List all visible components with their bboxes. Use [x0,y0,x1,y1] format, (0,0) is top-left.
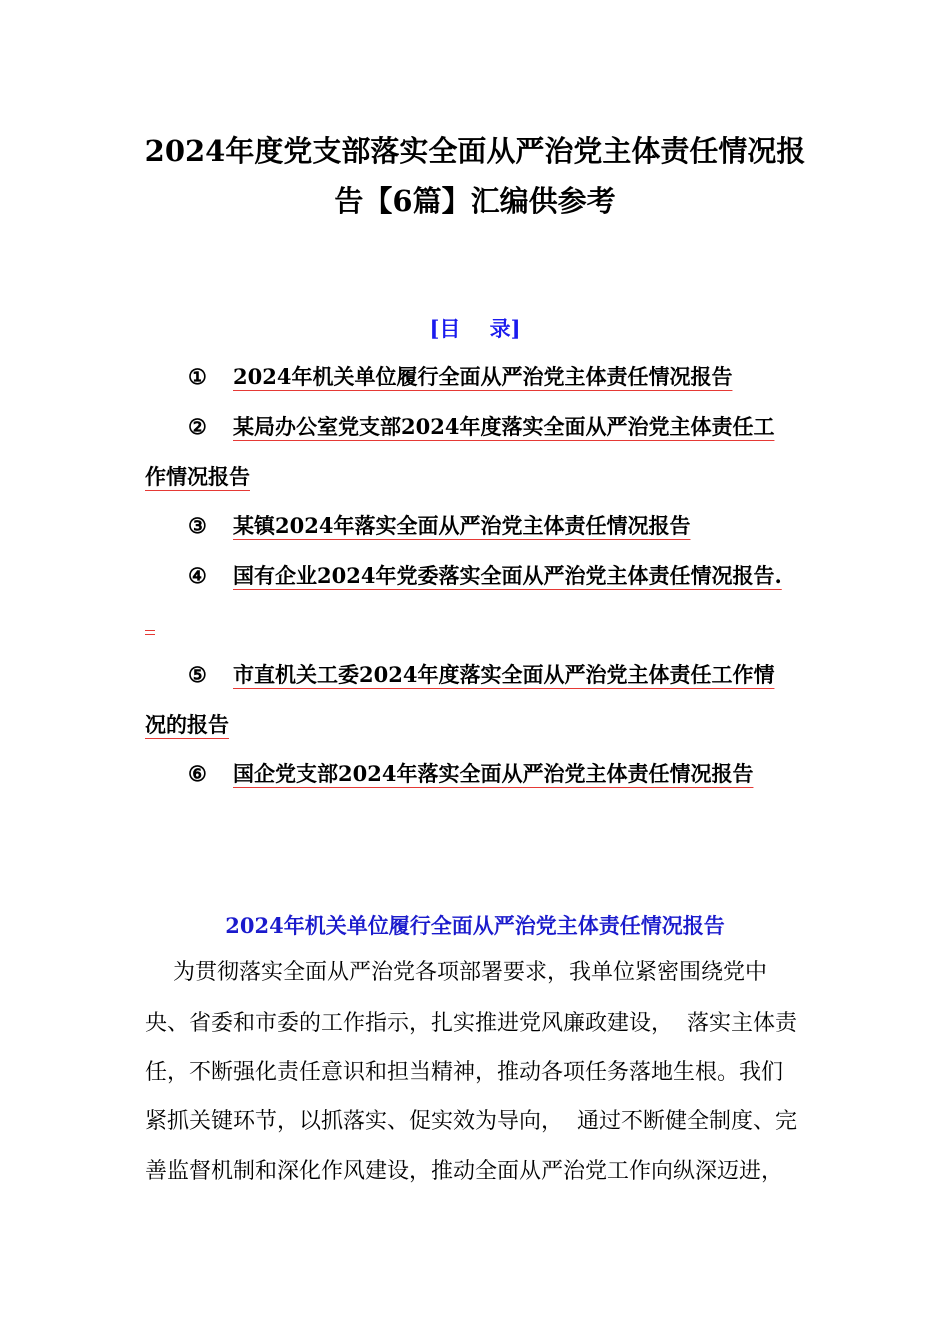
toc-item-link[interactable]: 2024年机关单位履行全面从严治党主体责任情况报告 [233,364,733,389]
toc-item-link[interactable]: 市直机关工委2024年度落实全面从严治党主体责任工作情 [233,662,775,687]
document-title-line-2: 告【6篇】汇编供参考 [334,184,616,218]
toc-item-number: ⑤ [188,662,207,687]
document-title-line-1: 2024年度党支部落实全面从严治党主体责任情况报 [144,134,806,168]
toc-item-link-continued[interactable]: 况的报告 [145,712,229,737]
paragraph-line: 为贯彻落实全面从严治党各项部署要求，我单位紧密围绕党中 [145,960,767,985]
paragraph-line: 紧抓关键环节，以抓落实、促实效为导向， 通过不断健全制度、完 [145,1109,797,1134]
toc-item-link[interactable]: 国有企业2024年党委落实全面从严治党主体责任情况报告. [233,563,782,588]
section-title: 2024年机关单位履行全面从严治党主体责任情况报告 [225,913,725,938]
toc-item-link[interactable]: 某镇2024年落实全面从严治党主体责任情况报告 [233,513,691,538]
paragraph-line: 央、省委和市委的工作指示，扎实推进党风廉政建设， 落实主体责 [145,1011,797,1036]
toc-item-link[interactable]: 国企党支部2024年落实全面从严治党主体责任情况报告 [233,761,754,786]
paragraph-line: 善监督机制和深化作风建设，推动全面从严治党工作向纵深迈进， [145,1159,784,1184]
toc-item-number: ④ [188,563,207,588]
toc-item-number: ③ [188,513,207,538]
paragraph-line: 任，不断强化责任意识和担当精神，推动各项任务落地生根。我们 [145,1060,784,1085]
toc-heading-link[interactable]: [目 录] [429,316,521,341]
toc-item-number: ① [188,364,207,389]
toc-item-link[interactable]: 某局办公室党支部2024年度落实全面从严治党主体责任工 [233,414,775,439]
toc-item-number: ⑥ [188,761,207,786]
toc-item-number: ② [188,414,207,439]
spellcheck-mark [145,634,155,635]
spellcheck-mark [145,630,155,631]
toc-item-link-continued[interactable]: 作情况报告 [145,464,250,489]
